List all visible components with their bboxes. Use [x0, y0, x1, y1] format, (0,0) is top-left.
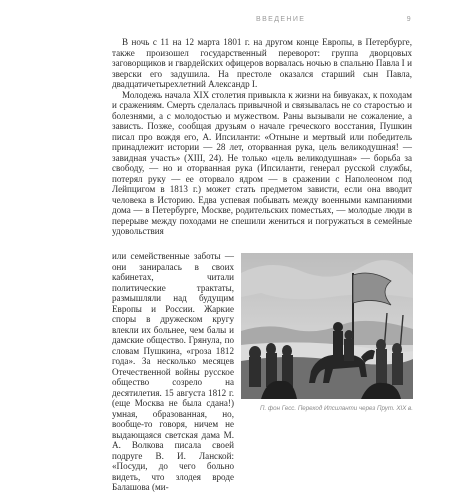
- column-text: [112, 251, 234, 493]
- figure-caption: П. фон Гесс. Переход Ипсиланти через Прут. XIX в.: [260, 405, 413, 412]
- engraving-image: [241, 253, 413, 399]
- paragraph: В ночь с 11 на 12 марта 1801 г. на другом конце Европы, в Петербурге, также произошел государственный переворот: группа дворцовых заговорщиков и гвардейских офицеров ворвалась ночью в спальню Павла I и зверски его задушила. На престоле оказался старший сын Павла, двадцатичетырехлетний Александр I.: [112, 37, 412, 89]
- page-number: 9: [406, 16, 412, 23]
- paragraph: Молодежь начала XIX столетия привыкла к жизни на бивуаках, к походам и сражениям. Смерть сделалась привычной и связывалась не со старостью и болезнями, а с молодостью и мужеством. Раны вызывали не сожаление, а зависть. Позже, сообщая друзьям о начале греческого восстания, Пушкин писал про вождя его, А. Ипсиланти: «Отныне и мертвый или победитель принадлежит истории — 28 лет, оторванная рука, цель великодушная! — завидная участь» (XIII, 24). Не только «цель великодушная» — борьба за свободу, — но и оторванная рука (Ипсиланти, генерал русской службы, потерял руку — ее оторвало ядром — в сражении с Наполеоном под Лейпцигом в 1813 г.) может стать предметом зависти, если она вводит человека в Историю. Едва успевая побывать между военными кампаниями дома — в Петербурге, Москве, родительских поместьях, — молодые люди в перерыве между походами не спешили жениться и погружаться в семейные удовольствия: [112, 89, 412, 236]
- paragraph-continued: или семейственные заботы — они заниралась в своих кабинетах, читали политические трактаты, размышляли над будущим Европы и России. Жаркие споры в дружеском кругу влекли их больнее, чем балы и дамские общество. Грянула, по словам Пушкина, «гроза 1812 года». За несколько месяцев Отечественной войны русское общество созрело на десятилетия. 15 августа 1812 г. (еще Москва не была сдана!) умная, образованная, но, вообще-то говоря, ничем не выдающаяся светская дама М. А. Волкова писала своей подруге В. И. Ланской: «Посуди, до чего больно видеть, что злодея вроде Балашова (ми-: [112, 251, 234, 492]
- section-title: ВВЕДЕНИЕ: [256, 16, 306, 23]
- main-text: [112, 37, 412, 237]
- engraving-illustration: [241, 253, 413, 399]
